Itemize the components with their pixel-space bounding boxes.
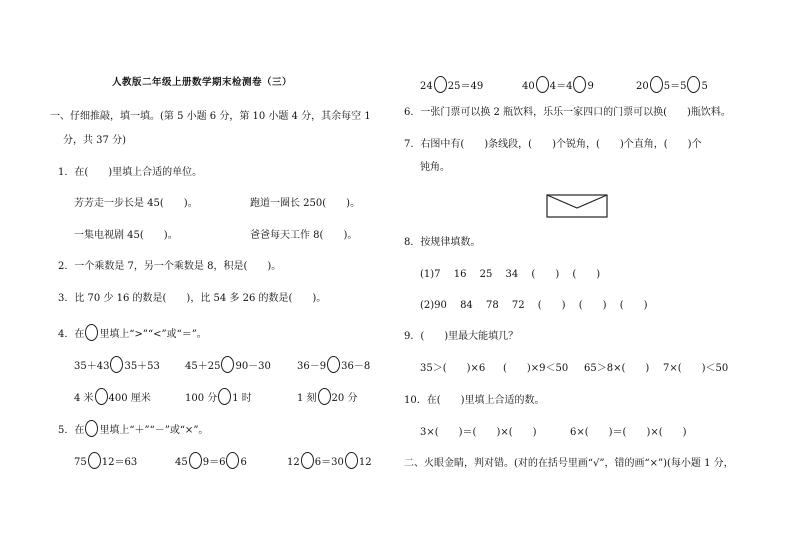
answer-circle[interactable] <box>95 388 108 405</box>
question-5e: 40 4＝4 9 <box>522 76 594 94</box>
question-7: 7．右图中有( )条线段，( )个锐角，( )个直角，( )个 <box>404 139 702 150</box>
answer-circle[interactable] <box>327 356 340 373</box>
answer-circle[interactable] <box>536 76 549 93</box>
section-1-heading-cont: 分，共 37 分) <box>63 135 126 146</box>
question-1: 1．在( )里填上合适的单位。 <box>58 167 203 178</box>
answer-circle[interactable] <box>85 324 98 341</box>
question-5f: 20 5＝5 5 <box>636 76 708 94</box>
answer-circle[interactable] <box>218 388 231 405</box>
question-5d: 24 25＝49 <box>420 76 483 94</box>
question-6: 6．一张门票可以换 2 瓶饮料，乐乐一家四口的门票可以换( )瓶饮料。 <box>404 107 731 118</box>
answer-circle[interactable] <box>573 76 586 93</box>
question-4f: 1 刻 20 分 <box>297 388 357 406</box>
question-8-1: (1)7 16 25 34 ( ) ( ) <box>420 269 601 280</box>
answer-circle[interactable] <box>650 76 663 93</box>
answer-circle[interactable] <box>687 76 700 93</box>
section-1-heading: 一、仔细推敲，填一填。(第 5 小题 6 分，第 10 小题 4 分，其余每空 1 <box>50 111 371 122</box>
question-8-2: (2)90 84 78 72 ( ) ( ) ( ) <box>420 300 648 311</box>
question-1c: 一集电视剧 45( )。 <box>74 230 178 241</box>
question-9c: 65＞8×( ) <box>584 363 650 374</box>
question-4 <box>58 324 207 342</box>
question-9d: 7×( )＜50 <box>663 363 729 374</box>
question-1a: 芳芳走一步长是 45( )。 <box>74 198 198 209</box>
answer-circle[interactable] <box>221 356 234 373</box>
question-4e: 100 分 1 时 <box>185 388 252 406</box>
question-5-prefix: 5．在 <box>58 425 85 436</box>
answer-circle[interactable] <box>434 76 447 93</box>
answer-circle[interactable] <box>301 452 314 469</box>
question-4a: 35＋43 35＋53 <box>74 356 160 374</box>
question-10a: 3×( )＝( )×( ) <box>420 427 537 438</box>
question-9: 9．( )里最大能填几？ <box>404 331 519 342</box>
question-5a: 75 12＝63 <box>74 452 137 470</box>
question-5c: 12 6＝30 12 <box>287 452 372 470</box>
answer-circle[interactable] <box>88 452 101 469</box>
answer-circle[interactable] <box>110 356 123 373</box>
question-9a: 35＞( )×6 <box>420 363 486 374</box>
page-title: 人教版二年级上册数学期末检测卷（三） <box>112 77 293 88</box>
answer-circle[interactable] <box>189 452 202 469</box>
question-8: 8．按规律填数。 <box>404 237 481 248</box>
envelope-figure <box>546 194 608 218</box>
answer-circle[interactable] <box>318 388 331 405</box>
question-9b: ( )×9＜50 <box>503 363 569 374</box>
question-10: 10．在( )里填上合适的数。 <box>404 395 545 406</box>
question-4c: 36－9 36－8 <box>297 356 370 374</box>
question-4d: 4 米 400 厘米 <box>74 388 151 406</box>
question-4-suffix: 里填上“>”“<”或“＝”。 <box>99 329 207 340</box>
question-7-cont: 钝角。 <box>420 162 450 173</box>
section-2-heading: 二、火眼金睛，判对错。(对的在括号里画“√”，错的画“×”)(每小题 1 分， <box>404 458 734 469</box>
answer-circle[interactable] <box>226 452 239 469</box>
question-4-prefix: 4．在 <box>58 329 85 340</box>
answer-circle[interactable] <box>85 420 98 437</box>
question-5 <box>58 420 208 438</box>
question-4b: 45＋25 90－30 <box>185 356 271 374</box>
question-5-suffix: 里填上“＋”“－”或“×”。 <box>99 425 209 436</box>
question-5b: 45 9＝6 6 <box>175 452 247 470</box>
question-1d: 爸爸每天工作 8( )。 <box>250 230 358 241</box>
question-3: 3．比 70 少 16 的数是( )，比 54 多 26 的数是( )。 <box>58 293 327 304</box>
question-10b: 6×( )＝( )×( ) <box>570 427 687 438</box>
question-2: 2．一个乘数是 7，另一个乘数是 8，积是( )。 <box>58 261 282 272</box>
question-1b: 跑道一圈长 250( )。 <box>250 198 361 209</box>
answer-circle[interactable] <box>345 452 358 469</box>
